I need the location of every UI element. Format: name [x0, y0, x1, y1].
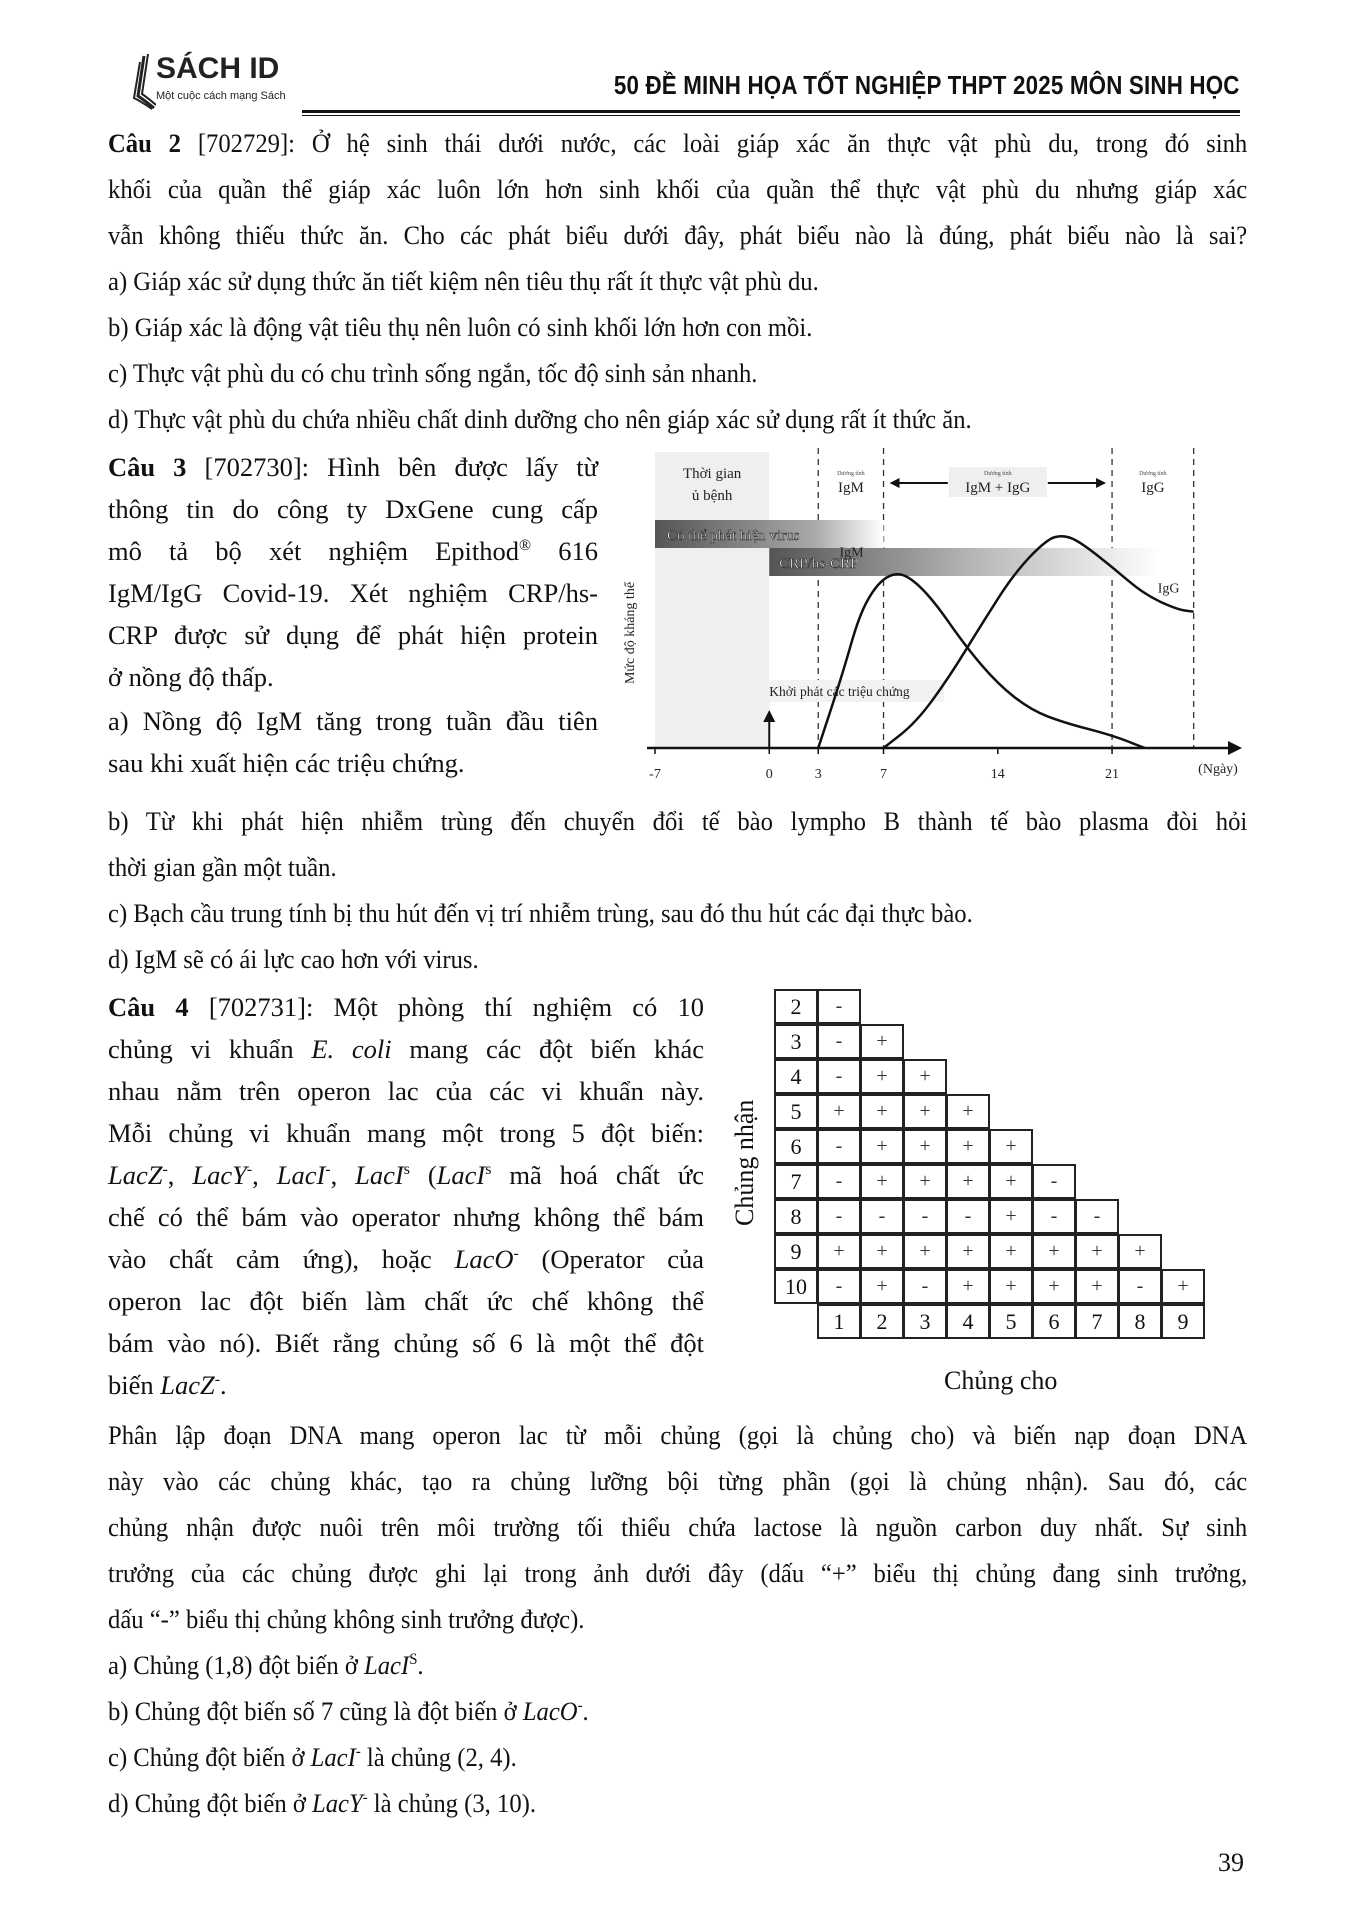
q2-option-c: c) Thực vật phù du có chu trình sống ngắn, tốc độ sinh sản nhanh.: [108, 358, 758, 388]
q3-option-b-line-1: b) Từ khi phát hiện nhiễm trùng đến chuyển đổi tế bào lympho B thành tế bào plasma đòi hỏi: [108, 806, 1248, 836]
recipient-strain-header: 2: [774, 989, 818, 1024]
growth-cell: +: [946, 1129, 990, 1164]
growth-cell: -: [903, 1269, 947, 1304]
x-tick-label: 3: [814, 767, 822, 782]
growth-cell: +: [860, 1164, 904, 1199]
q4-option-a: [108, 1650, 424, 1680]
incubation-label-line-2: ủ bệnh: [691, 488, 733, 504]
growth-cell: +: [989, 1129, 1033, 1164]
growth-cell: +: [860, 1234, 904, 1269]
growth-cell: +: [903, 1164, 947, 1199]
recipient-strain-header: 4: [774, 1059, 818, 1094]
donor-strain-header: 2: [860, 1304, 904, 1339]
growth-cell: -: [817, 1059, 861, 1094]
recipient-strain-header: 8: [774, 1199, 818, 1234]
donor-strain-header: 9: [1161, 1304, 1205, 1339]
growth-cell: +: [903, 1094, 947, 1129]
donor-strain-header: 3: [903, 1304, 947, 1339]
growth-cell: +: [817, 1234, 861, 1269]
growth-cell: -: [1032, 1164, 1076, 1199]
phase-antibody-label: IgG: [1141, 480, 1165, 496]
incubation-label-line-1: Thời gian: [682, 466, 742, 482]
x-tick-label: -7: [649, 767, 661, 782]
growth-cell: -: [817, 1269, 861, 1304]
q2-stem-line-1: [108, 128, 1247, 158]
recipient-axis-label: [728, 1058, 768, 1228]
donor-strain-header: 6: [1032, 1304, 1076, 1339]
q3-stem-text-3: mô tả bộ xét nghiệm Epithod: [108, 536, 520, 566]
q3-id: [702730]:: [204, 452, 310, 482]
symptom-onset-label: Khởi phát các triệu chứng: [769, 684, 910, 699]
option-text: a) Chủng (1,8) đột biến ở: [108, 1650, 365, 1680]
q4-stem-text-2b: mang các đột biến khác: [409, 1034, 705, 1064]
donor-strain-header: 7: [1075, 1304, 1119, 1339]
gene-sup: -: [325, 1161, 331, 1179]
q4-stem-line-3: nhau nằm trên operon lac của các vi khuẩn này.: [108, 1076, 704, 1106]
x-tick-label: 0: [765, 767, 773, 782]
growth-cell: -: [1118, 1269, 1162, 1304]
q4-label: Câu 4: [108, 992, 189, 1022]
logo-slogan: Một cuộc cách mạng Sách: [156, 90, 286, 102]
option-text: .: [582, 1696, 589, 1726]
gene-laco: LacO: [454, 1244, 514, 1274]
growth-cell: -: [817, 1024, 861, 1059]
growth-cell: +: [946, 1234, 990, 1269]
species-name: E. coli: [311, 1034, 392, 1064]
growth-cell: +: [860, 1094, 904, 1129]
q2-option-d: d) Thực vật phù du chứa nhiều chất dinh dưỡng cho nên giáp xác sử dụng rất ít thức ăn.: [108, 404, 972, 434]
growth-cell: -: [817, 1164, 861, 1199]
x-tick-label: 7: [880, 767, 888, 782]
q4-stem-text-7b: (Operator của: [541, 1244, 705, 1274]
x-axis-label: (Ngày): [1198, 762, 1238, 777]
q2-option-b: b) Giáp xác là động vật tiêu thụ nên luôn có sinh khối lớn hơn con mồi.: [108, 312, 813, 342]
q4-stem-text-1: Một phòng thí nghiệm có 10: [333, 992, 705, 1022]
option-text: c) Chủng đột biến ở: [108, 1742, 311, 1772]
q4-stem-line-1: [108, 992, 704, 1022]
q3-option-d: d) IgM sẽ có ái lực cao hơn với virus.: [108, 944, 479, 974]
growth-cell: +: [860, 1269, 904, 1304]
growth-cell: +: [989, 1269, 1033, 1304]
growth-cell: +: [1075, 1269, 1119, 1304]
growth-cell: +: [860, 1024, 904, 1059]
phase-positive-label: Dương tính: [983, 471, 1012, 477]
curve-label-igg: IgG: [1157, 581, 1180, 597]
growth-cell: +: [903, 1059, 947, 1094]
phase-arrow-right-icon: [1096, 478, 1106, 488]
gene-name: LacO: [522, 1696, 578, 1726]
q4-option-d: [108, 1788, 536, 1818]
phase-antibody-label: IgM: [837, 480, 864, 496]
q4-body-line-2: này vào các chủng khác, tạo ra chủng lưỡng bội từng phần (gọi là chủng nhận). Sau đó, các: [108, 1466, 1248, 1496]
gene-sup: s: [485, 1161, 492, 1179]
growth-cell: -: [903, 1199, 947, 1234]
q4-option-c: [108, 1742, 517, 1772]
gene-sup: -: [513, 1245, 519, 1263]
recipient-strain-header: 3: [774, 1024, 818, 1059]
growth-cell: -: [817, 1129, 861, 1164]
recipient-axis-text: Chủng nhận: [730, 1099, 759, 1226]
virus-detect-band-label: Có thể phát hiện virus: [667, 528, 800, 544]
q4-body-line-1: Phân lập đoạn DNA mang operon lac từ mỗi chủng (gọi là chủng cho) và biến nạp đoạn DNA: [108, 1420, 1248, 1450]
growth-cell: +: [1161, 1269, 1205, 1304]
logo-brand: SÁCH ID: [156, 52, 280, 85]
gene-laci-s: LacI: [436, 1160, 486, 1190]
option-text: d) Chủng đột biến ở: [108, 1788, 313, 1818]
growth-cell: +: [989, 1234, 1033, 1269]
q2-stem-line-3: vẫn không thiếu thức ăn. Cho các phát biểu dưới đây, phát biểu nào là đúng, phát biểu nào là sai?: [108, 220, 1248, 250]
growth-cell: +: [860, 1129, 904, 1164]
q4-option-b: [108, 1696, 589, 1726]
donor-strain-header: 5: [989, 1304, 1033, 1339]
growth-cell: +: [1075, 1234, 1119, 1269]
growth-cell: +: [946, 1094, 990, 1129]
q3-option-a-line-2: sau khi xuất hiện các triệu chứng.: [108, 748, 465, 778]
growth-cell: -: [946, 1199, 990, 1234]
gene-lacz: LacZ: [108, 1160, 163, 1190]
registered-mark: ®: [519, 537, 532, 555]
q3-stem-line-2: thông tin do công ty DxGene cung cấp: [108, 494, 598, 524]
growth-cell: +: [1118, 1234, 1162, 1269]
gene-sup: -: [162, 1161, 168, 1179]
q3-option-a-line-1: a) Nồng độ IgM tăng trong tuần đầu tiên: [108, 706, 598, 736]
q4-stem-text-7: vào chất cảm ứng), hoặc: [108, 1244, 432, 1274]
curve-label-igm: IgM: [839, 545, 864, 561]
page-number: 39: [1218, 1848, 1244, 1877]
x-tick-label: 21: [1105, 767, 1120, 782]
option-text: b) Chủng đột biến số 7 cũng là đột biến ở: [108, 1696, 523, 1726]
q4-stem-line-6: chế có thể bám vào operator nhưng không thể bám: [108, 1202, 704, 1232]
growth-cell: -: [1032, 1199, 1076, 1234]
q2-label: Câu 2: [108, 128, 181, 158]
q3-stem-line-3: [108, 536, 598, 566]
q4-stem-line-7: [108, 1244, 704, 1274]
phase-antibody-label: IgM + IgG: [965, 480, 1031, 496]
q4-stem-line-2: [108, 1034, 704, 1064]
q4-body-line-5: dấu “-” biểu thị chủng không sinh trưởng được).: [108, 1604, 585, 1634]
gene-laci: LacI: [276, 1160, 326, 1190]
q3-label: Câu 3: [108, 452, 187, 482]
gene-laci-s: LacI: [355, 1160, 404, 1190]
growth-cell: +: [903, 1129, 947, 1164]
header-divider: [302, 110, 1240, 116]
q3-stem-line-5: CRP được sử dụng để phát hiện protein: [108, 620, 598, 650]
growth-cell: +: [1032, 1269, 1076, 1304]
q3-product-number: 616: [558, 536, 599, 566]
x-tick-label: 14: [990, 767, 1005, 782]
option-text: là chủng (2, 4).: [360, 1742, 517, 1772]
q2-id: [702729]:: [197, 128, 296, 158]
growth-cell: +: [989, 1164, 1033, 1199]
recipient-strain-header: 5: [774, 1094, 818, 1129]
gene-sup: -: [214, 1371, 221, 1389]
gene-sup: S: [409, 1651, 418, 1669]
q4-body-line-3: chủng nhận được nuôi trên môi trường tối thiểu chứa lactose là nguồn carbon duy nhất. Sự sinh: [108, 1512, 1248, 1542]
q2-stem-text-1: Ở hệ sinh thái dưới nước, các loài giáp xác ăn thực vật phù du, trong đó sinh: [311, 128, 1248, 158]
q3-stem-line-4: IgM/IgG Covid-19. Xét nghiệm CRP/hs-: [108, 578, 598, 608]
q3-option-c: c) Bạch cầu trung tính bị thu hút đến vị trí nhiễm trùng, sau đó thu hút các đại thực bào.: [108, 898, 973, 928]
growth-cell: +: [946, 1269, 990, 1304]
publisher-logo: [130, 52, 320, 110]
recipient-strain-header: 10: [774, 1269, 818, 1304]
gene-name: LacY: [312, 1788, 363, 1818]
gene-sup: s: [403, 1161, 410, 1179]
q3-option-b-line-2: thời gian gần một tuần.: [108, 852, 337, 882]
growth-cell: +: [903, 1234, 947, 1269]
growth-cell: -: [860, 1199, 904, 1234]
q3-stem-line-6: ở nồng độ thấp.: [108, 662, 274, 692]
gene-sup: -: [246, 1161, 253, 1179]
growth-cell: +: [860, 1059, 904, 1094]
q2-option-a: a) Giáp xác sử dụng thức ăn tiết kiệm nên tiêu thụ rất ít thực vật phù du.: [108, 266, 819, 296]
donor-strain-header: 8: [1118, 1304, 1162, 1339]
donor-strain-header: 4: [946, 1304, 990, 1339]
gene-lacy: LacY: [192, 1160, 247, 1190]
q3-stem-text-1: Hình bên được lấy từ: [327, 452, 599, 482]
book-logo-icon: [130, 52, 156, 110]
gene-sup: -: [355, 1743, 361, 1761]
growth-cell: +: [817, 1094, 861, 1129]
q4-stem-text-5b: mã hoá chất ức: [509, 1160, 705, 1190]
q4-stem-text-10: biến: [108, 1370, 154, 1400]
gene-name: LacI: [364, 1650, 410, 1680]
header-title: 50 ĐỀ MINH HỌA TỐT NGHIỆP THPT 2025 MÔN SINH HỌC: [614, 70, 1240, 100]
growth-cell: +: [989, 1199, 1033, 1234]
q4-stem-line-4: Mỗi chủng vi khuẩn mang một trong 5 đột biến:: [108, 1118, 704, 1148]
antibody-chart: [620, 440, 1252, 785]
recipient-strain-header: 6: [774, 1129, 818, 1164]
donor-axis-label: Chủng cho: [944, 1366, 1058, 1395]
growth-cell: +: [946, 1164, 990, 1199]
q4-stem-line-5: LacZ-, LacY-, LacI-, LacI$^s$ (LacI$^s$ mã hoá chất ức: [108, 1160, 705, 1190]
option-text: là chủng (3, 10).: [367, 1788, 537, 1818]
y-axis-label: Mức độ kháng thể: [623, 581, 638, 685]
q4-stem-line-10: biến LacZ-.: [108, 1370, 227, 1400]
recipient-strain-header: 9: [774, 1234, 818, 1269]
gene-sup: -: [362, 1789, 368, 1807]
growth-cell: +: [1032, 1234, 1076, 1269]
q4-body-line-4: trưởng của các chủng được ghi lại trong ảnh dưới đây (dấu “+” biểu thị chủng đang sinh trưởng,: [108, 1558, 1248, 1588]
q4-stem-line-8: operon lac đột biến làm chất ức chế không thể: [108, 1286, 704, 1316]
gene-lacz: LacZ: [160, 1370, 215, 1400]
phase-positive-label: Dương tính: [1139, 471, 1167, 477]
curve-igm: [818, 574, 1144, 748]
q4-id: [702731]:: [208, 992, 314, 1022]
crp-band-label: CRP/hs-CRP: [779, 556, 859, 572]
growth-cell: -: [817, 1199, 861, 1234]
growth-cell: -: [1075, 1199, 1119, 1234]
option-text: .: [417, 1650, 424, 1680]
gene-name: LacI: [310, 1742, 356, 1772]
q4-stem-line-9: bám vào nó). Biết rằng chủng số 6 là một thể đột: [108, 1328, 704, 1358]
phase-positive-label: Dương tính: [837, 471, 865, 477]
q4-stem-text-2: chủng vi khuẩn: [108, 1034, 294, 1064]
x-axis-arrow-icon: [1228, 741, 1242, 755]
growth-cell: -: [817, 989, 861, 1024]
recipient-strain-header: 7: [774, 1164, 818, 1199]
donor-strain-header: 1: [817, 1304, 861, 1339]
q3-stem-line-1: [108, 452, 598, 482]
q2-stem-line-2: khối của quần thể giáp xác luôn lớn hơn sinh khối của quần thể thực vật phù du nhưng giáp xác: [108, 174, 1248, 204]
phase-arrow-left-icon: [890, 478, 900, 488]
gene-sup: -: [577, 1697, 583, 1715]
